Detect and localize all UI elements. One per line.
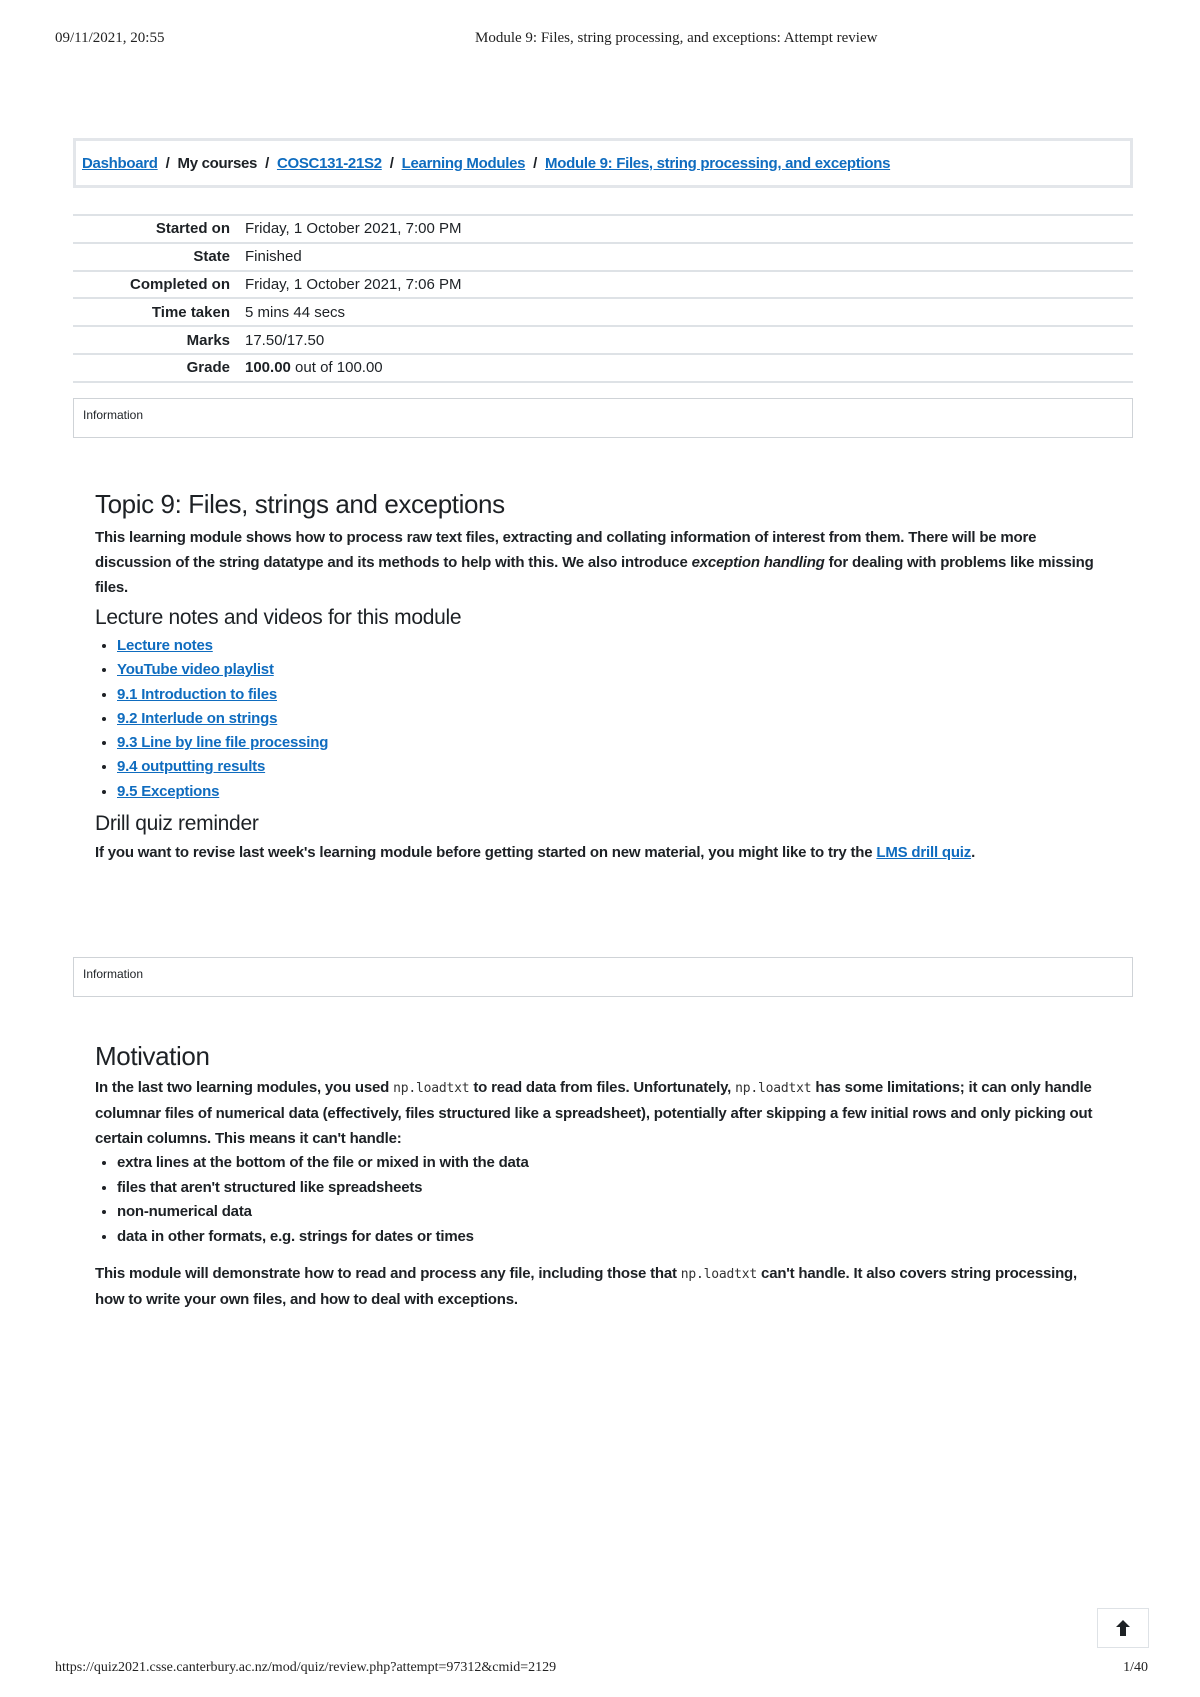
breadcrumb-separator: /: [533, 154, 538, 172]
table-row: [73, 215, 1133, 243]
intro-text: This learning module shows how to process raw text files, extracting and collating information of interest from them. There will be more discussion of the string datatype and its methods to help with this. We also introduce: [95, 529, 1037, 571]
back-to-top-button[interactable]: [1097, 1608, 1149, 1648]
list-item: [117, 780, 1110, 804]
motivation-text: has some limitations; it can only handle columnar files of numerical data (effectively, files structured like a spreadsheet), potentially after skipping a few initial rows and only picking out certain columns. This means it can't handle:: [95, 1079, 1093, 1147]
link-9-5[interactable]: 9.5 Exceptions: [117, 782, 220, 800]
summary-label-started: Started on: [155, 220, 230, 238]
drill-text: [95, 840, 1110, 865]
drill-text-body: If you want to revise last week's learning module before getting started on new material, you might like to try the: [95, 844, 877, 862]
summary-value-marks: 17.50/17.50: [245, 331, 325, 349]
intro-emphasis: exception handling: [691, 554, 825, 571]
inline-code: np.loadtxt: [735, 1081, 812, 1096]
print-header: [55, 30, 1140, 52]
print-datetime: 09/11/2021, 20:55: [55, 30, 165, 46]
summary-label-state: State: [193, 248, 230, 266]
breadcrumb-learning-modules[interactable]: Learning Modules: [401, 154, 526, 172]
list-item: [117, 683, 1110, 707]
list-item: [117, 658, 1110, 682]
link-youtube-playlist[interactable]: YouTube video playlist: [117, 661, 274, 679]
print-footer: [55, 1660, 1148, 1682]
information-box: [73, 957, 1133, 997]
link-9-4[interactable]: 9.4 outputting results: [117, 758, 266, 776]
table-row: [73, 271, 1133, 299]
inline-code: np.loadtxt: [393, 1081, 470, 1096]
breadcrumb: [73, 138, 1133, 188]
summary-value-completed: Friday, 1 October 2021, 7:06 PM: [245, 275, 462, 293]
grade-out-of: out of 100.00: [290, 359, 383, 377]
breadcrumb-separator: /: [165, 154, 170, 172]
print-title: Module 9: Files, string processing, and exceptions: Attempt review: [475, 30, 878, 46]
table-row: [73, 326, 1133, 354]
summary-value-started: Friday, 1 October 2021, 7:00 PM: [245, 220, 462, 238]
breadcrumb-module[interactable]: Module 9: Files, string processing, and exceptions: [545, 154, 891, 172]
information-label: Information: [83, 967, 144, 981]
drill-text-end: .: [971, 844, 976, 862]
lecture-links-list: [95, 634, 1110, 804]
breadcrumb-my-courses: My courses: [177, 154, 258, 172]
summary-value-grade: [238, 354, 1133, 382]
table-row: [73, 243, 1133, 271]
inline-code: np.loadtxt: [680, 1267, 758, 1282]
breadcrumb-dashboard[interactable]: Dashboard: [82, 154, 158, 172]
summary-text: This module will demonstrate how to read and process any file, including those that: [95, 1265, 681, 1282]
breadcrumb-separator: /: [389, 154, 394, 172]
information-label: Information: [83, 408, 144, 422]
table-row: [73, 298, 1133, 326]
list-item: [117, 707, 1110, 731]
list-item: [117, 731, 1110, 755]
link-9-2[interactable]: 9.2 Interlude on strings: [117, 709, 278, 727]
lecture-heading: Lecture notes and videos for this module: [95, 606, 462, 629]
list-item: • data in other formats, e.g. strings for dates or times: [117, 1225, 1110, 1250]
drill-heading: Drill quiz reminder: [95, 812, 259, 836]
summary-label-completed: Completed on: [130, 275, 230, 293]
summary-value-time: 5 mins 44 secs: [245, 303, 346, 321]
information-box: [73, 398, 1133, 438]
summary-label-marks: Marks: [186, 331, 230, 349]
intro-text-end: for dealing with problems like missing files.: [95, 554, 1094, 596]
motivation-heading: Motivation: [95, 1041, 210, 1071]
breadcrumb-course[interactable]: COSC131-21S2: [276, 154, 382, 172]
link-lecture-notes[interactable]: Lecture notes: [117, 637, 213, 654]
breadcrumb-separator: /: [265, 154, 269, 172]
link-9-1[interactable]: 9.1 Introduction to files: [117, 685, 278, 703]
motivation-summary: [95, 1261, 1110, 1312]
list-item: • non-numerical data: [117, 1200, 1110, 1225]
topic-heading: Topic 9: Files, strings and exceptions: [95, 489, 505, 519]
topic-section: [95, 488, 1110, 865]
grade-score: 100.00: [245, 359, 291, 377]
link-9-3[interactable]: 9.3 Line by line file processing: [117, 734, 329, 752]
table-row: [73, 354, 1133, 382]
motivation-section: [95, 1040, 1110, 1312]
arrow-up-icon: [1115, 1619, 1131, 1637]
summary-text-end: can't handle. It also covers string processing, how to write your own files, and how to deal with exceptions.: [95, 1265, 1077, 1308]
list-item: • files that aren't structured like spreadsheets: [117, 1176, 1110, 1201]
motivation-paragraph: [95, 1075, 1110, 1151]
link-lms-drill-quiz[interactable]: LMS drill quiz: [876, 844, 972, 862]
list-item: [117, 755, 1110, 779]
motivation-text: In the last two learning modules, you used: [95, 1079, 394, 1096]
limitations-list: [95, 1151, 1110, 1249]
topic-intro: [95, 525, 1110, 600]
list-item: [117, 634, 1110, 658]
print-url: https://quiz2021.csse.canterbury.ac.nz/mod/quiz/review.php?attempt=97312&cmid=2129: [55, 1660, 557, 1675]
attempt-summary-table: [73, 214, 1133, 383]
page-number: 1/40: [1123, 1660, 1148, 1675]
motivation-text: to read data from files. Unfortunately,: [469, 1079, 736, 1096]
summary-value-state: Finished: [245, 248, 302, 266]
summary-label-grade: Grade: [186, 359, 230, 377]
summary-label-time: Time taken: [151, 303, 230, 321]
list-item: • extra lines at the bottom of the file or mixed in with the data: [117, 1151, 1110, 1176]
